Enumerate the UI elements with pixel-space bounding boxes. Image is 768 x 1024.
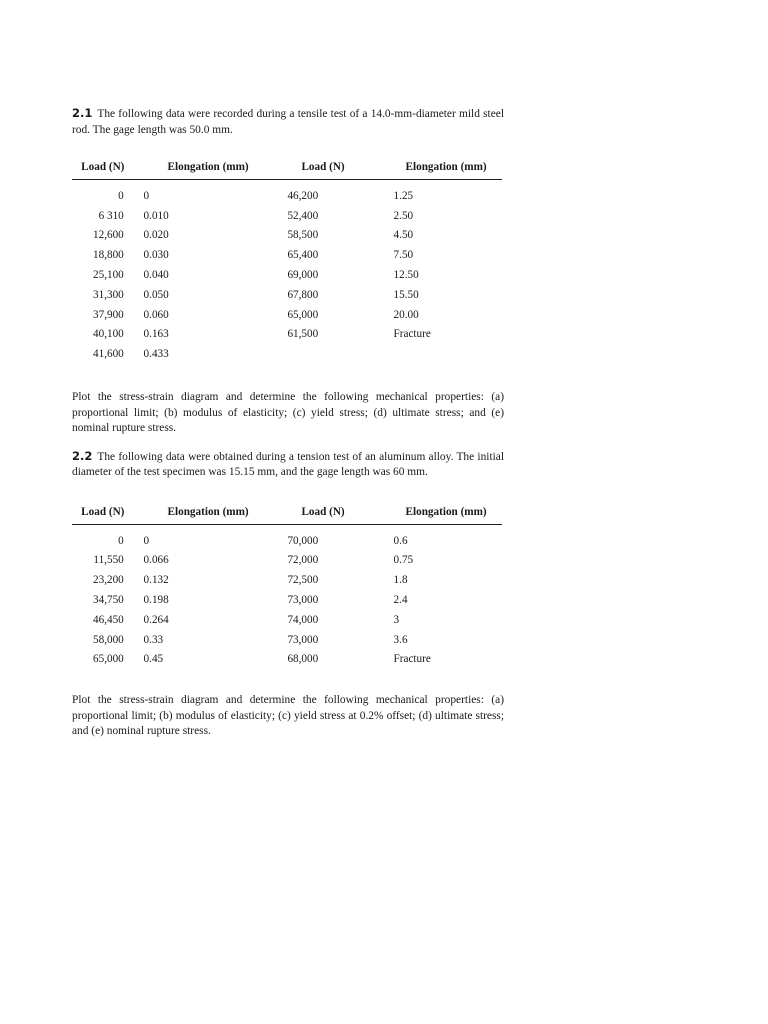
problem-text: The following data were obtained during a tension test of an aluminum alloy. The initial diameter of the test specimen was 15.15 mm, and the gage length was 60 mm.: [72, 450, 504, 479]
problem-2-1-instruction: Plot the stress-strain diagram and determine the following mechanical properties: (a) proportional limit; (b) modulus of elasticity; (c) yield stress; (d) ultimate stress; and (e) nominal rupture stress.: [72, 391, 504, 435]
cell-load: [72, 590, 134, 610]
table-row: [72, 610, 502, 630]
tensile-data-table-1: [72, 160, 502, 364]
cell-elongation: 3: [393, 613, 400, 626]
cell-value: 0: [118, 189, 124, 202]
cell-elongation: 0.433: [143, 348, 169, 361]
table-row: [72, 305, 502, 325]
column-header-elongation: Elongation (mm): [364, 505, 502, 525]
cell-load: 65,400: [287, 249, 319, 262]
cell-load: [72, 226, 134, 246]
cell-load: 72,500: [287, 574, 319, 587]
cell-elongation: 12.50: [393, 269, 419, 282]
cell-load: [72, 570, 134, 590]
cell-load: [287, 344, 363, 364]
textbook-page: [72, 106, 504, 740]
cell-load: [72, 206, 134, 226]
cell-load: 73,000: [287, 593, 319, 606]
table-row: [72, 245, 502, 265]
table-row: [72, 325, 502, 345]
cell-elongation: 0.75: [393, 554, 414, 567]
cell-load: 58,500: [287, 229, 319, 242]
cell-elongation: 2.50: [393, 209, 414, 222]
column-header-elongation: Elongation (mm): [134, 505, 288, 525]
cell-elongation: 0.066: [143, 554, 169, 567]
cell-elongation: 0.264: [143, 613, 169, 626]
cell-load: [72, 265, 134, 285]
table-row: [72, 206, 502, 226]
cell-elongation: Fracture: [393, 653, 431, 666]
table-row: [72, 285, 502, 305]
table-row: [72, 570, 502, 590]
column-header-load: Load (N): [72, 160, 134, 180]
cell-load: [72, 285, 134, 305]
table-header-row: [72, 160, 502, 180]
cell-elongation: [364, 344, 502, 364]
cell-load: 72,000: [287, 554, 319, 567]
cell-elongation: 1.8: [393, 574, 408, 587]
column-header-elongation: Elongation (mm): [364, 160, 502, 180]
cell-elongation: 0.030: [143, 249, 169, 262]
table-row: [72, 524, 502, 550]
cell-load: [72, 344, 134, 364]
cell-value: 65,000: [93, 653, 124, 666]
cell-elongation: 20.00: [393, 308, 419, 321]
cell-value: 58,000: [93, 633, 124, 646]
table-row: [72, 550, 502, 570]
column-header-load: Load (N): [287, 160, 363, 180]
column-header-load: Load (N): [287, 505, 363, 525]
cell-elongation: 0.040: [143, 269, 169, 282]
cell-load: 61,500: [287, 328, 319, 341]
cell-load: [72, 305, 134, 325]
cell-load: 74,000: [287, 613, 319, 626]
cell-load: [72, 524, 134, 550]
cell-elongation: 0.060: [143, 308, 169, 321]
cell-elongation: 0.020: [143, 229, 169, 242]
problem-2-1-statement: [72, 106, 504, 138]
cell-load: [72, 245, 134, 265]
table-row: [72, 180, 502, 206]
cell-value: 11,550: [93, 554, 124, 567]
table-row: [72, 265, 502, 285]
cell-load: 65,000: [287, 308, 319, 321]
table-row: [72, 226, 502, 246]
column-header-elongation: Elongation (mm): [134, 160, 288, 180]
table-row: [72, 590, 502, 610]
cell-load: 52,400: [287, 209, 319, 222]
cell-load: 46,200: [287, 189, 319, 202]
table-row: [72, 344, 502, 364]
cell-elongation: Fracture: [393, 328, 431, 341]
cell-value: 23,200: [93, 574, 124, 587]
cell-elongation: 1.25: [393, 189, 414, 202]
cell-load: [72, 550, 134, 570]
cell-value: 31,300: [93, 288, 124, 301]
cell-value: 12,600: [93, 229, 124, 242]
problem-number: 2.1: [72, 106, 93, 120]
cell-elongation: 2.4: [393, 593, 408, 606]
problem-2-2-statement: [72, 449, 504, 481]
cell-load: 67,800: [287, 288, 319, 301]
cell-elongation: 4.50: [393, 229, 414, 242]
cell-elongation: 7.50: [393, 249, 414, 262]
cell-value: 40,100: [93, 328, 124, 341]
cell-elongation: 15.50: [393, 288, 419, 301]
cell-elongation: 0.198: [143, 593, 169, 606]
cell-load: 69,000: [287, 269, 319, 282]
cell-elongation: 0.163: [143, 328, 169, 341]
table-body: [72, 524, 502, 669]
cell-elongation: 3.6: [393, 633, 408, 646]
cell-load: [72, 630, 134, 650]
cell-load: 68,000: [287, 653, 319, 666]
cell-load: [72, 610, 134, 630]
cell-value: 18,800: [93, 249, 124, 262]
cell-load: [72, 180, 134, 206]
table-body: [72, 180, 502, 365]
cell-value: 41,600: [93, 348, 124, 361]
table-row: [72, 630, 502, 650]
cell-value: 37,900: [93, 308, 124, 321]
cell-elongation: 0.050: [143, 288, 169, 301]
cell-elongation: 0.33: [143, 633, 164, 646]
table-row: [72, 649, 502, 669]
cell-elongation: 0: [143, 534, 150, 547]
cell-elongation: 0.010: [143, 209, 169, 222]
cell-value: 46,450: [93, 613, 124, 626]
problem-text: The following data were recorded during a tensile test of a 14.0-mm-diameter mild steel rod. The gage length was 50.0 mm.: [72, 108, 504, 136]
problem-2-2-instruction: Plot the stress-strain diagram and determine the following mechanical properties: (a) proportional limit; (b) modulus of elasticity; (c) yield stress at 0.2% offset; (d) ultimate stress; and (e) nominal rupture stress.: [72, 694, 504, 738]
cell-load: [72, 325, 134, 345]
cell-load: 70,000: [287, 534, 319, 547]
cell-elongation: 0: [143, 189, 150, 202]
column-header-load: Load (N): [72, 505, 134, 525]
cell-value: 6 310: [98, 209, 124, 222]
cell-elongation: 0.6: [393, 534, 408, 547]
cell-elongation: 0.132: [143, 574, 169, 587]
cell-value: 25,100: [93, 269, 124, 282]
cell-load: 73,000: [287, 633, 319, 646]
problem-number: 2.2: [72, 448, 93, 463]
cell-load: [72, 649, 134, 669]
tensile-data-table-2: [72, 505, 502, 670]
cell-value: 0: [118, 534, 124, 547]
table-header-row: [72, 505, 502, 525]
cell-value: 34,750: [93, 593, 124, 606]
cell-elongation: 0.45: [143, 653, 164, 666]
